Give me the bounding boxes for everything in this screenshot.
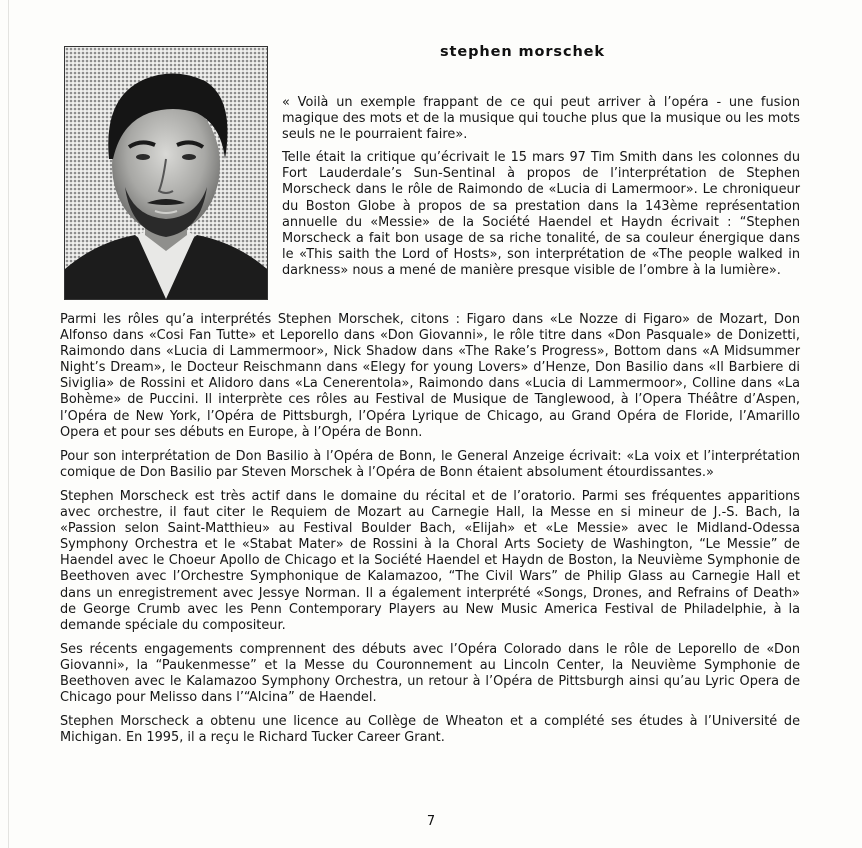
- page-edge: [8, 0, 9, 848]
- paragraph-recent-engagements: Ses récents engagements comprennent des débuts avec l’Opéra Colorado dans le rôle de Leporello de «Don Giovanni», la “Paukenmesse” et la Messe du Couronnement au Lincoln Center, la Neuvième Symphonie de Beethoven avec le Kalamazoo Symphony Orchestra, un retour à l’Opéra de Pittsburgh ainsi qu’au Lyric Opera de Chicago pour Melisso dans l’“Alcina” de Haendel.: [60, 641, 800, 706]
- paragraph-education: Stephen Morscheck a obtenu une licence au Collège de Wheaton et a complété ses études à l’Université de Michigan. En 1995, il a reçu le Richard Tucker Career Grant.: [60, 714, 800, 746]
- intro-critique: Telle était la critique qu’écrivait le 15 mars 97 Tim Smith dans les colonnes du Fort Lauderdale’s Sun-Sentinal à propos de l’interprétation de Stephen Morscheck dans le rôle de Raimondo de «Lucia di Lamermoor». Le chroniqueur du Boston Globe à propos de sa prestation dans la 143ème représentation annuelle du «Messie» de la Société Haendel et Haydn écrivait : “Stephen Morscheck a fait bon usage de sa riche tonalité, de sa couleur énergique dans le «This saith the Lord of Hosts», son interprétation de «The people walked in darkness» nous a mené de manière presque visible de l’ombre à la lumière».: [282, 150, 800, 278]
- intro-text: [282, 95, 800, 279]
- page-number: 7: [426, 814, 436, 829]
- biography-text: [60, 312, 800, 746]
- intro-quote: « Voilà un exemple frappant de ce qui peut arriver à l’opéra - une fusion magique des mots et de la musique qui touche plus que la musique ou les mots seuls ne le pourraient faire».: [282, 95, 800, 143]
- paragraph-roles: Parmi les rôles qu’a interprétés Stephen Morschek, citons : Figaro dans «Le Nozze di Figaro» de Mozart, Don Alfonso dans «Cosi Fan Tutte» et Leporello dans «Don Giovanni», le rôle titre dans «Don Pasquale» de Donizetti, Raimondo dans «Lucia di Lammermoor», Nick Shadow dans «The Rake’s Progress», Bottom dans «A Midsummer Night’s Dream», le Docteur Reischmann dans «Elegy for young Lovers» d’Henze, Don Basilio dans «Il Barbiere di Siviglia» de Rossini et Alidoro dans «La Cenerentola», Raimondo dans «Lucia di Lammermoor», Colline dans «La Bohème» de Puccini. Il interprète ces rôles au Festival de Musique de Tanglewood, à l’Opera Théâtre d’Aspen, l’Opéra de New York, l’Opéra de Pittsburgh, l’Opéra Lyrique de Chicago, au Grand Opéra de Floride, l’Amarillo Opera et pour ses débuts en Europe, à l’Opéra de Bonn.: [60, 312, 800, 440]
- paragraph-recital-oratorio: Stephen Morscheck est très actif dans le domaine du récital et de l’oratorio. Parmi ses fréquentes apparitions avec orchestre, il faut citer le Requiem de Mozart au Carnegie Hall, la Messe en si mineur de J.-S. Bach, la «Passion selon Saint-Matthieu» au Festival Boulder Bach, «Elijah» et «Le Messie» avec le Midland-Odessa Symphony Orchestra et le «Stabat Mater» de Rossini à la Choral Arts Society de Washington, “Le Messie” de Haendel avec le Choeur Apollo de Chicago et la Société Haendel et Haydn de Boston, la Neuvième Symphonie de Beethoven avec l’Orchestre Symphonique de Kalamazoo, “The Civil Wars” de Philip Glass au Carnegie Hall et dans un enregistrement avec Jessye Norman. Il a également interprété «Songs, Drones, and Refrains of Death» de George Crumb avec les Penn Contemporary Players au New Music America Festival de Philadelphie, à la demande spéciale du compositeur.: [60, 488, 800, 633]
- portrait-photo-icon: [64, 46, 268, 300]
- page-title: stephen morschek: [440, 44, 605, 60]
- paragraph-bonn-review: Pour son interprétation de Don Basilio à l’Opéra de Bonn, le General Anzeige écrivait: «La voix et l’interprétation comique de Don Basilio par Steven Morschek à l’Opéra de Bonn étaient absolument étourdissantes.»: [60, 448, 800, 480]
